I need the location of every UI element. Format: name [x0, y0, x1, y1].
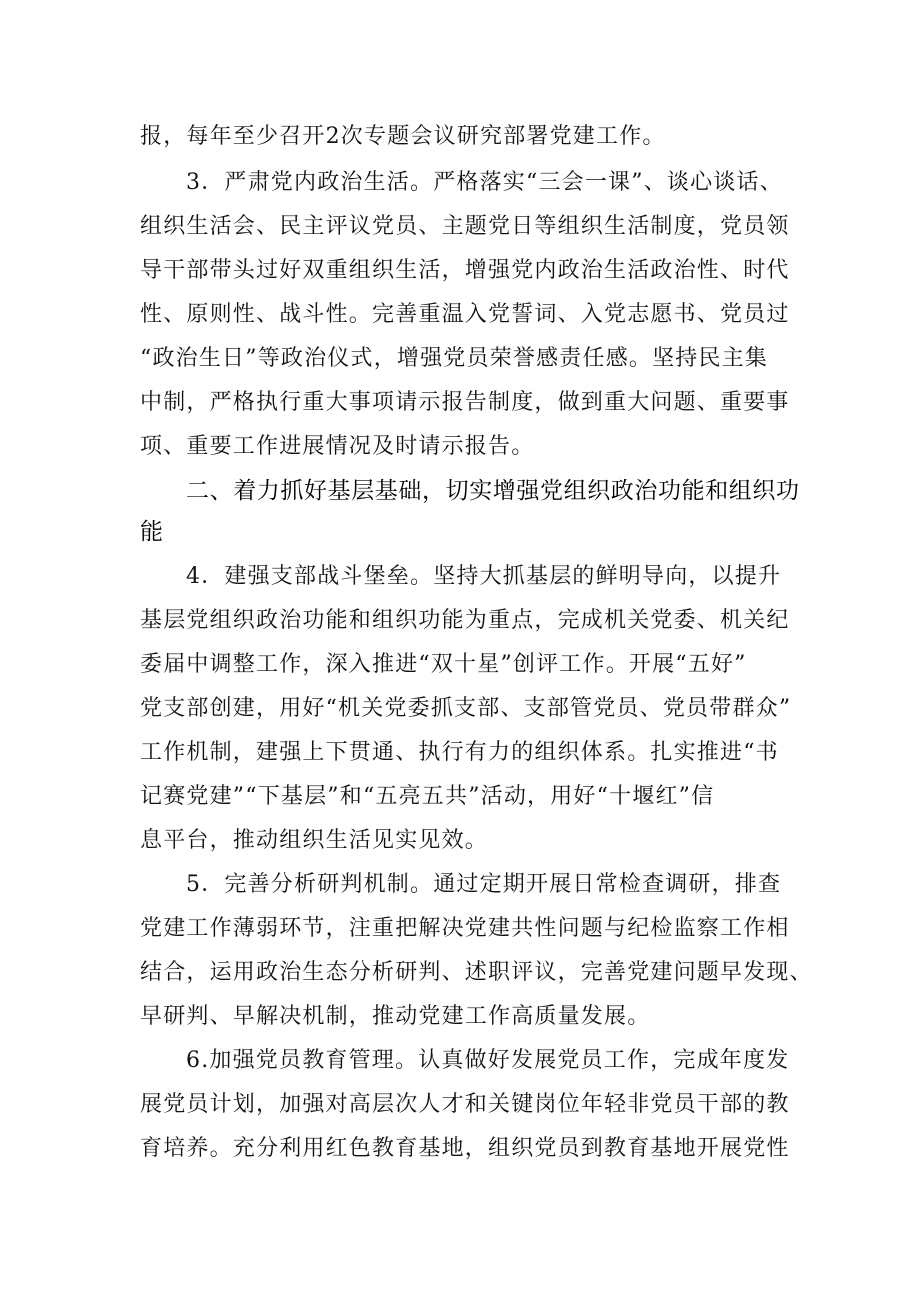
paragraph-6-line: 展党员计划，加强对高层次人才和关键岗位年轻非党员干部的教	[140, 1092, 790, 1117]
paragraph-4-line: 息平台，推动组织生活见实见效。	[140, 828, 489, 853]
paragraph-5-line: 结合，运用政治生态分析研判、述职评议，完善党建问题早发现、	[140, 960, 813, 985]
section-heading-line: 能	[140, 519, 164, 545]
paragraph-4-line: 党支部创建，用好“机关党委抓支部、支部管党员、党员带群众”	[140, 696, 792, 721]
paragraph-4-line: 基层党组织政治功能和组织功能为重点，完成机关党委、机关纪	[140, 608, 790, 633]
paragraph-3-line: 3．严肃党内政治生活。严格落实“三会一课”、谈心谈话、	[186, 170, 783, 195]
section-heading-line: 二、着力抓好基层基础，切实增强党组织政治功能和组织功	[186, 478, 800, 504]
paragraph-4-line: 记赛党建”“下基层”和“五亮五共”活动，用好“十堰红”信	[140, 784, 715, 809]
paragraph-5-line: 党建工作薄弱环节，注重把解决党建共性问题与纪检监察工作相	[140, 916, 790, 941]
paragraph-3-line: 项、重要工作进展情况及时请示报告。	[140, 434, 535, 459]
paragraph-4-line: 委届中调整工作，深入推进“双十星”创评工作。开展“五好”	[140, 652, 747, 677]
paragraph-4-line: 4．建强支部战斗堡垒。坚持大抓基层的鲜明导向，以提升	[186, 564, 782, 589]
paragraph-continued-line: 报，每年至少召开2次专题会议研究部署党建工作。	[140, 124, 666, 149]
paragraph-3-line: 导干部带头过好双重组织生活，增强党内政治生活政治性、时代	[140, 258, 790, 283]
paragraph-6-line: 6.加强党员教育管理。认真做好发展党员工作，完成年度发	[186, 1048, 790, 1073]
paragraph-5-line: 5．完善分析研判机制。通过定期开展日常检查调研，排查	[186, 872, 782, 897]
paragraph-3-line: “政治生日”等政治仪式，增强党员荣誉感责任感。坚持民主集	[140, 346, 769, 371]
paragraph-3-line: 组织生活会、民主评议党员、主题党日等组织生活制度，党员领	[140, 214, 790, 239]
paragraph-3-line: 性、原则性、战斗性。完善重温入党誓词、入党志愿书、党员过	[140, 302, 790, 327]
paragraph-3-line: 中制，严格执行重大事项请示报告制度，做到重大问题、重要事	[140, 390, 790, 415]
paragraph-4-line: 工作机制，建强上下贯通、执行有力的组织体系。扎实推进“书	[140, 740, 779, 765]
paragraph-6-line: 育培养。充分利用红色教育基地，组织党员到教育基地开展党性	[140, 1136, 790, 1161]
paragraph-5-line: 早研判、早解决机制，推动党建工作高质量发展。	[140, 1004, 651, 1029]
